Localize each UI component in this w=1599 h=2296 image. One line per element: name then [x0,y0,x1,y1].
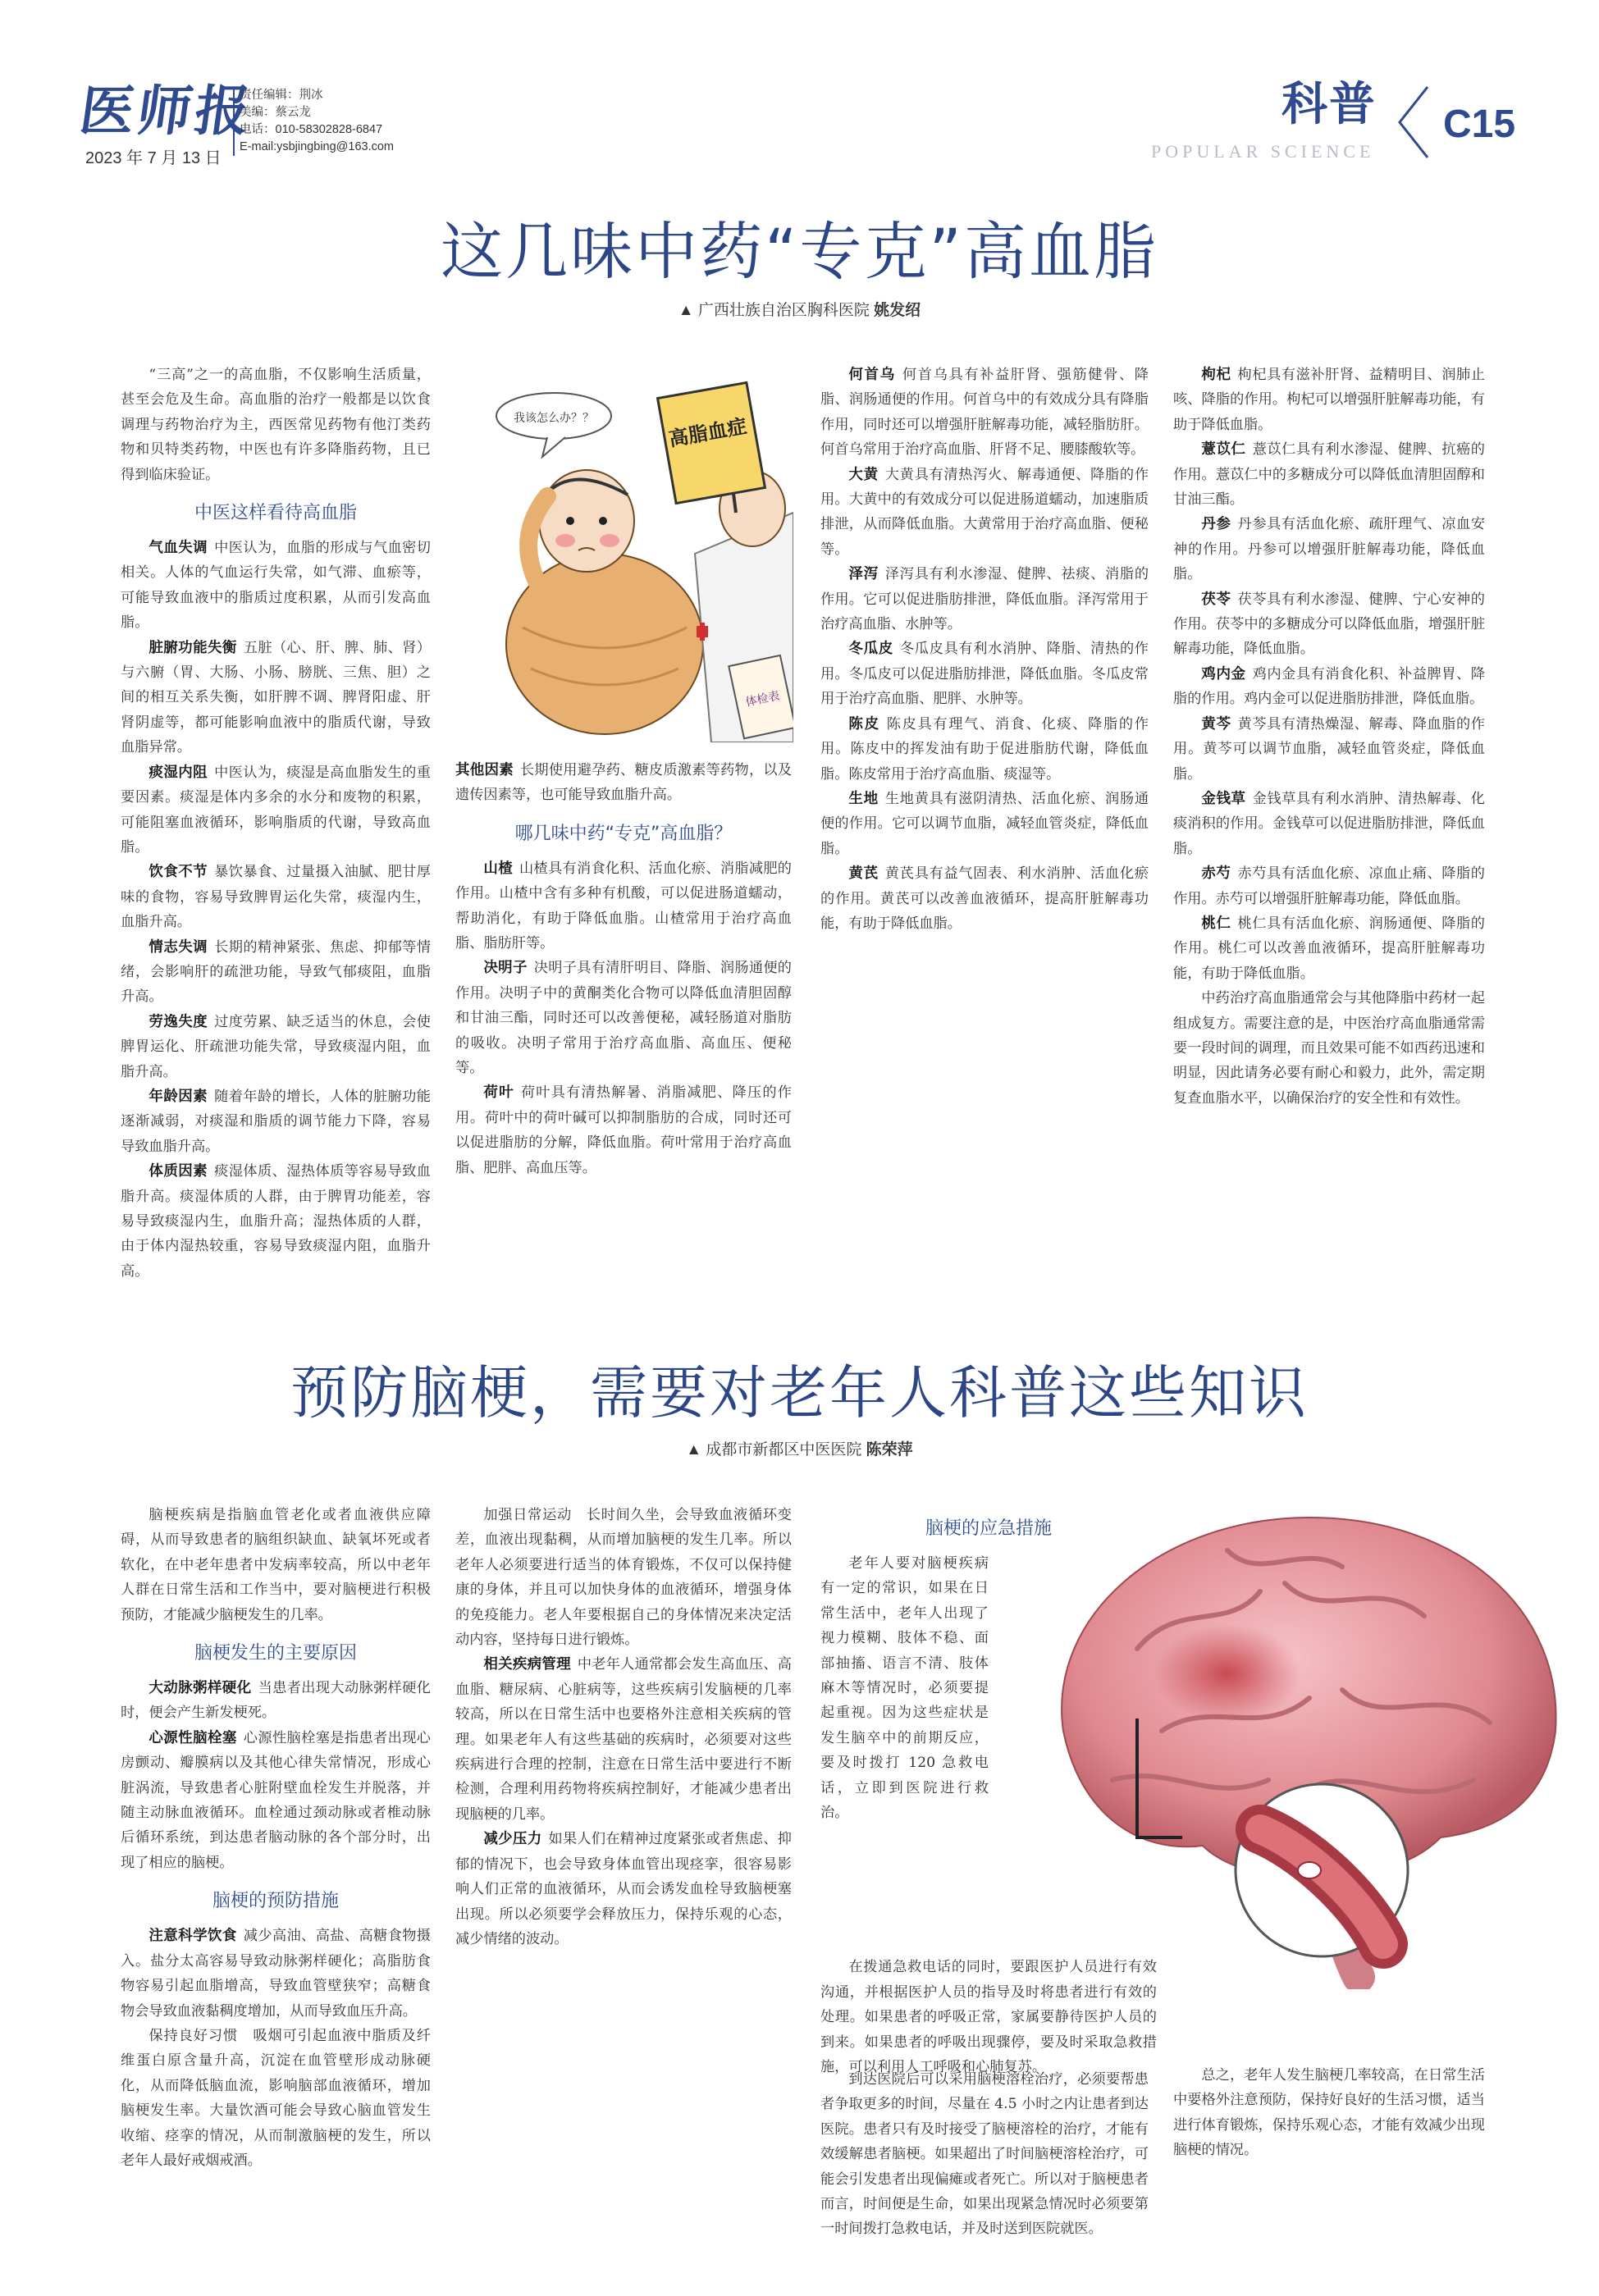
article2-col2 [455,1503,792,1951]
cause-item: 体质因素 痰湿体质、湿热体质等容易导致血脂升高。痰湿体质的人群，由于脾胃功能差，容易导致痰湿内生，血脂升高；湿热体质的人群，由于体内湿热较重，容易导致痰湿内阻，血脂升高。 [121,1163,431,1280]
credit-designer: 美编：蔡云龙 [240,106,311,119]
credit-editor: 责任编辑：荆冰 [240,89,323,102]
article1-subheading-1: 中医这样看待高血脂 [194,503,357,524]
herb-item: 鸡内金 鸡内金具有消食化积、补益脾胃、降脂的作用。鸡内金可以促进脂肪排泄，降低血脂。 [1173,665,1485,708]
herb-item: 赤芍 赤芍具有活血化瘀、凉血止痛、降脂的作用。赤芍可以增强肝脏解毒功能，降低血脂。 [1173,865,1485,907]
cause-item: 劳逸失度 过度劳累、缺乏适当的休息，会使脾胃运化、肝疏泄功能失常，导致痰湿内阻，血脂升高。 [121,1013,431,1080]
herb-item: 枸杞 枸杞具有滋补肝肾、益精明目、润肺止咳、降脂的作用。枸杞可以增强肝脏解毒功能，有助于降低血脂。 [1173,367,1485,433]
article1-author: 姚发绍 [874,302,921,319]
prevention-item: 相关疾病管理 中老年人通常都会发生高血压、高血脂、糖尿病、心脏病等，这些疾病引发脑梗的几率较高，所以在日常生活中也要格外注意相关疾病的管理。如果老年人有这些基础的疾病时，必须要对这些疾病进行合理的控制，注意在日常生活中要进行不断检测，合理利用药物将疾病控制好，才能减少患者出现脑梗的几率。 [455,1656,792,1823]
article1-intro: “三高”之一的高血脂，不仅影响生活质量，甚至会危及生命。高血脂的治疗一般都是以饮食调理与药物治疗为主，西医常见药物有他汀类药物和贝特类药物，中医也有许多降脂药物，且已得到临床验证。 [121,367,431,483]
herb-item: 何首乌 何首乌具有补益肝肾、强筋健骨、降脂、润肠通便的作用。何首乌中的有效成分具有降脂作用，同时还可以增强肝脏解毒功能，减轻脂肪肝。何首乌常用于治疗高血脂、肝肾不足、腰膝酸软等。 [820,367,1149,459]
herb-item: 金钱草 金钱草具有利水消肿、清热解毒、化痰消积的作用。金钱草可以促进脂肪排泄，降低血脂。 [1173,790,1485,857]
article1-col3 [820,363,1149,936]
page-number: C15 [1443,103,1516,146]
herb-item: 茯苓 茯苓具有利水渗湿、健脾、宁心安神的作用。茯苓中的多糖成分可以降低血脂，增强肝脏解毒功能，降低血脂。 [1173,591,1485,658]
sign-text: 高脂血症 [667,414,749,451]
cause-item: 脏腑功能失衡 五脏（心、肝、脾、肺、肾）与六腑（胃、大肠、小肠、膀胱、三焦、胆）之间的相互关系失衡，如肝脾不调、脾肾阳虚、肝肾阴虚等，都可能影响血液中的脂质代谢，导致血脂异常。 [121,639,431,756]
emergency-item: 老年人要对脑梗疾病有一定的常识，如果在日常生活中，老年人出现了视力模糊、肢体不稳、面部抽搐、语言不清、肢体麻木等情况时，必须要提起重视。因为这些症状是发生脑卒中的前期反应，要及时拨打 120 急救电话，立即到医院进行救治。 [820,1555,989,1822]
article2-col3b [820,2067,1149,2242]
article2-col1 [121,1503,431,2173]
cause-item: 气血失调 中医认为，血脂的形成与气血密切相关。人体的气血运行失常，如气滞、血瘀等，可能导致血液中的脂质过度积累，从而引发高血脂。 [121,540,431,632]
herb-item: 桃仁 桃仁具有活血化瘀、润肠通便、降脂的作用。桃仁可以改善血液循环，提高肝脏解毒功能，有助于降低血脂。 [1173,915,1485,982]
prevention-item: 减少压力 如果人们在精神过度紧张或者焦虑、抑郁的情况下，也会导致身体血管出现痉挛，很容易影响人们正常的血液循环，从而会诱发血栓导致脑梗塞出现。所以必须要学会释放压力，保持乐观的心态，减少情绪的波动。 [455,1831,792,1947]
prevention-item: 注意科学饮食 减少高油、高盐、高糖食物摄入。盐分太高容易导致动脉粥样硬化；高脂肪食物容易引起血脂增高，导致血管壁狭窄；高糖食物会导致血液黏稠度增加，从而导致血压升高。 [121,1928,431,2020]
cause-item: 饮食不节 暴饮暴食、过量摄入油腻、肥甘厚味的食物，容易导致脾胃运化失常，痰湿内生，血脂升高。 [121,864,431,931]
speech-bubble-text: 我该怎么办？？ [514,412,594,425]
cause-item: 心源性脑栓塞 心源性脑栓塞是指患者出现心房颤动、瓣膜病以及其他心律失常情况，形成心脏涡流，导致患者心脏附壁血栓发生并脱落，并随主动脉血液循环。血栓通过颈动脉或者椎动脉后循环系统，到达患者脑动脉的各个部分时，出现了相应的脑梗。 [121,1729,431,1871]
article1-title: 这几味中药“专克”高血脂 [441,215,1158,288]
herb-item: 泽泻 泽泻具有利水渗湿、健脾、祛痰、消脂的作用。它可以促进脂肪排泄，降低血脂。泽泻常用于治疗高血脂、水肿等。 [820,566,1149,633]
article1-col2 [455,758,792,1180]
credit-phone: 电话：010-58302828-6847 [240,123,383,136]
article2-col3 [820,1503,1157,2080]
cause-item: 情志失调 长期的精神紧张、焦虑、抑郁等情绪，会影响肝的疏泄功能，导致气郁痰阻，血脂升高。 [121,938,431,1006]
emergency-item: 到达医院后可以采用脑梗溶栓治疗，必须要帮患者争取更多的时间，尽量在 4.5 小时之内让患者到达医院。患者只有及时接受了脑梗溶栓的治疗，才能有效缓解患者脑梗。如果超出了时间脑梗溶栓治疗，可能会引发患者出现偏瘫或者死亡。所以对于脑梗患者而言，时间便是生命，如果出现紧急情况时必须要第一时间拨打急救电话，并及时送到医院就医。 [820,2071,1149,2238]
herb-item: 大黄 大黄具有清热泻火、解毒通便、降脂的作用。大黄中的有效成分可以促进肠道蠕动，加速脂质排泄，从而降低血脂。大黄常用于治疗高血脂、便秘等。 [820,466,1149,558]
cause-item: 大动脉粥样硬化 当患者出现大动脉粥样硬化时，便会产生新发梗死。 [121,1680,431,1722]
herb-item: 薏苡仁 薏苡仁具有利水渗湿、健脾、抗癌的作用。薏苡仁中的多糖成分可以降低血清胆固醇和甘油三酯。 [1173,441,1485,509]
cause-item: 痰湿内阻 中医认为，痰湿是高血脂发生的重要因素。痰湿是体内多余的水分和废物的积累，可能阻塞血液循环，影响脂质的代谢，导致高血脂。 [121,764,431,856]
prevention-item: 加强日常运动 长时间久坐，会导致血液循环变差，血液出现黏稠，从而增加脑梗的发生几率。所以老年人必须要进行适当的体育锻炼，不仅可以保持健康的身体，并且可以加快身体的血液循环，增强身体的免疫能力。老人年要根据自己的身体情况来决定活动内容，坚持每日进行锻炼。 [455,1507,792,1649]
article2-intro: 脑梗疾病是指脑血管老化或者血液供应障碍，从而导致患者的脑组织缺血、缺氧坏死或者软化，在中老年患者中发病率较高，所以中老年人群在日常生活和工作当中，要对脑梗进行积极预防，才能减少脑梗发生的几率。 [121,1507,431,1623]
cause-item: 其他因素 长期使用避孕药、糖皮质激素等药物，以及遗传因素等，也可能导致血脂升高。 [455,762,793,804]
article2-byline: ▲ 成都市新都区中医医院 陈荣萍 [686,1441,913,1458]
herb-item: 山楂 山楂具有消食化积、活血化瘀、消脂减肥的作用。山楂中含有多种有机酸，可以促进肠道蠕动，帮助消化，有助于降低血脂。山楂常用于治疗高血脂、脂肪肝等。 [455,860,792,952]
article1-subheading-2: 哪几味中药“专克”高血脂？ [514,823,733,844]
article2-summary: 总之，老年人发生脑梗几率较高，在日常生活中要格外注意预防，保持好良好的生活习惯，适当进行体育锻炼，保持乐观心态，才能有效减少出现脑梗的情况。 [1173,2067,1485,2159]
article1-col4 [1173,363,1485,1111]
article1-outro: 中药治疗高血脂通常会与其他降脂中药材一起组成复方。需要注意的是，中医治疗高血脂通常需要一段时间的调理，而且效果可能不如西药迅速和明显，因此请务必要有耐心和毅力，此外，需定期复查血脂水平，以确保治疗的安全性和有效性。 [1173,990,1485,1107]
herb-item: 陈皮 陈皮具有理气、消食、化痰、降脂的作用。陈皮中的挥发油有助于促进脂肪代谢，降低血脂。陈皮常用于治疗高血脂、痰湿等。 [820,715,1149,783]
article2-col4 [1173,2063,1485,2163]
chevron-divider-icon [1395,84,1431,161]
article2-subheading-2: 脑梗的预防措施 [212,1891,339,1912]
section-title-en: POPULAR SCIENCE [1151,141,1375,162]
cause-item: 年龄因素 随着年龄的增长，人体的脏腑功能逐渐减弱，对痰湿和脂质的调节能力下降，容易导致血脂升高。 [121,1088,431,1155]
newspaper-logo: 医师报 [75,79,258,143]
article2-subheading-1: 脑梗发生的主要原因 [194,1643,357,1664]
article2-subheading-3: 脑梗的应急措施 [925,1518,1052,1539]
herb-item: 丹参 丹参具有活血化瘀、疏肝理气、凉血安神的作用。丹参可以增强肝脏解毒功能，降低血脂。 [1173,516,1485,583]
herb-item: 生地 生地黄具有滋阴清热、活血化瘀、润肠通便的作用。它可以调节血脂，减轻血管炎症，降低血脂。 [820,790,1149,857]
herb-item: 黄芩 黄芩具有清热燥湿、解毒、降血脂的作用。黄芩可以调节血脂，减轻血管炎症，降低血脂。 [1173,715,1485,783]
article2-author: 陈荣萍 [866,1441,913,1458]
editorial-credits [233,87,394,156]
herb-item: 荷叶 荷叶具有清热解暑、消脂减肥、降压的作用。荷叶中的荷叶碱可以抑制脂肪的合成，同时还可以促进脂肪的分解，降低血脂。荷叶常用于治疗高血脂、肥胖、高血压等。 [455,1084,792,1176]
herb-item: 冬瓜皮 冬瓜皮具有利水消肿、降脂、清热的作用。冬瓜皮可以促进脂肪排泄，降低血脂。冬瓜皮常用于治疗高血脂、肥胖、水肿等。 [820,641,1149,708]
article1-col1 [121,363,431,1284]
emergency-item: 在拨通急救电话的同时，要跟医护人员进行有效沟通，并根据医护人员的指导及时将患者进行有效的处理。如果患者的呼吸正常，家属要静待医护人员的到来。如果患者的呼吸出现骤停，要及时采取急救措施，可以利用人工呼吸和心肺复苏。 [820,1959,1157,2076]
article2-title: 预防脑梗，需要对老年人科普这些知识 [290,1359,1309,1426]
publication-date: 2023 年 7 月 13 日 [85,149,222,167]
clipboard-text: 体检表 [744,689,781,710]
article1-byline: ▲ 广西壮族自治区胸科医院 姚发绍 [678,302,921,319]
herb-item: 决明子 决明子具有清肝明目、降脂、润肠通便的作用。决明子中的黄酮类化合物可以降低血清胆固醇和甘油三酯，同时还可以改善便秘，减轻肠道对脂肪的吸收。决明子常用于治疗高血脂、高血压、便秘等。 [455,960,792,1077]
prevention-item: 保持良好习惯 吸烟可引起血液中脂质及纤维蛋白原含量升高，沉淀在血管壁形成动脉硬化，从而降低脑血流，影响脑部血液循环，增加脑梗发生率。大量饮酒可能会导致心脑血管发生收缩、痉挛的情况，从而制激脑梗的发生，所以老年人最好戒烟戒酒。 [121,2027,431,2169]
high-blood-fat-cartoon [490,381,793,742]
credit-email: E-mail:ysbjingbing@163.com [240,140,394,153]
section-title: 科普 [1281,78,1377,131]
herb-item: 黄芪 黄芪具有益气固表、利水消肿、活血化瘀的作用。黄芪可以改善血液循环，提高肝脏解毒功能，有助于降低血脂。 [820,865,1149,932]
